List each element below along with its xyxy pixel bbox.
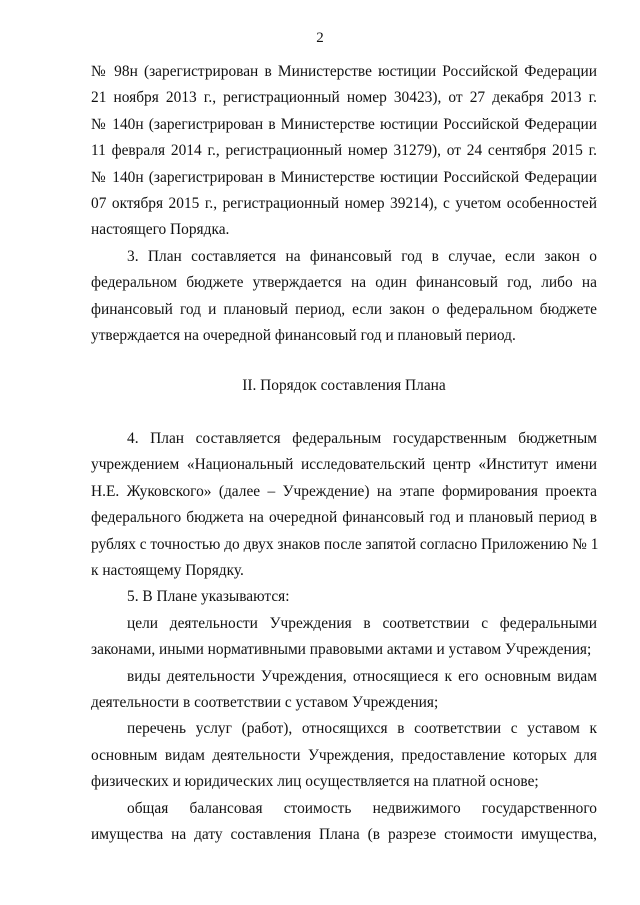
- document-body: [91, 59, 597, 848]
- text-line: настоящего Порядка.: [91, 221, 230, 239]
- text-line: 07 октября 2015 г., регистрационный номер 39214), с учетом особенностей: [91, 195, 597, 213]
- spacer: [91, 349, 597, 373]
- paragraph-continuation: [91, 59, 597, 244]
- text-line: финансовый год и плановый период, если закон о федеральном бюджете: [91, 300, 597, 318]
- text-line: 5. В Плане указываются:: [127, 588, 290, 606]
- list-item-activities: [91, 664, 597, 717]
- text-line: федеральном бюджете утверждается на один финансовый год, либо на: [91, 274, 597, 292]
- text-line: утверждается на очередной финансовый год и плановый период.: [91, 327, 516, 345]
- list-item-services: [91, 716, 597, 795]
- list-item-property: [91, 796, 597, 849]
- text-line: 21 ноября 2013 г., регистрационный номер 30423), от 27 декабря 2013 г.: [91, 89, 597, 107]
- text-line: физических и юридических лиц осуществляется на платной основе;: [91, 773, 539, 791]
- text-line: виды деятельности Учреждения, относящиеся к его основным видам: [127, 667, 597, 685]
- text-line: 3. План составляется на финансовый год в случае, если закон о: [127, 247, 597, 265]
- text-line: учреждением «Национальный исследовательский центр «Институт имени: [91, 456, 597, 474]
- text-line: № 98н (зарегистрирован в Министерстве юстиции Российской Федерации: [91, 63, 597, 80]
- text-line: перечень услуг (работ), относящихся в соответствии с уставом к: [127, 720, 597, 738]
- text-line: № 140н (зарегистрирован в Министерстве юстиции Российской Федерации: [91, 168, 597, 186]
- paragraph-5: [91, 584, 597, 610]
- text-line: основным видам деятельности Учреждения, предоставление которых для: [91, 746, 597, 764]
- spacer: [91, 400, 597, 426]
- text-line: законами, иными нормативными правовыми актами и уставом Учреждения;: [91, 641, 592, 659]
- section-heading: II. Порядок составления Плана: [242, 377, 446, 395]
- text-line: рублях с точностью до двух знаков после запятой согласно Приложению № 1: [91, 535, 599, 553]
- list-item-goals: [91, 611, 597, 664]
- text-line: имущества на дату составления Плана (в разрезе стоимости имущества,: [91, 825, 597, 843]
- paragraph-3: [91, 244, 597, 350]
- text-line: 4. План составляется федеральным государственным бюджетным: [127, 429, 597, 447]
- text-line: № 140н (зарегистрирован в Министерстве юстиции Российской Федерации: [91, 115, 597, 133]
- text-line: деятельности в соответствии с уставом Учреждения;: [91, 693, 439, 711]
- text-line: Н.Е. Жуковского» (далее – Учреждение) на этапе формирования проекта: [91, 482, 597, 500]
- text-line: федерального бюджета на очередной финансовый год и плановый период в: [91, 509, 597, 527]
- text-line: к настоящему Порядку.: [91, 561, 244, 579]
- text-line: 11 февраля 2014 г., регистрационный номер 31279), от 24 сентября 2015 г.: [91, 142, 597, 160]
- text-line: цели деятельности Учреждения в соответствии с федеральными: [127, 614, 597, 632]
- page-number: 2: [316, 30, 324, 46]
- text-line: общая балансовая стоимость недвижимого государственного: [127, 799, 597, 817]
- paragraph-4: [91, 426, 597, 584]
